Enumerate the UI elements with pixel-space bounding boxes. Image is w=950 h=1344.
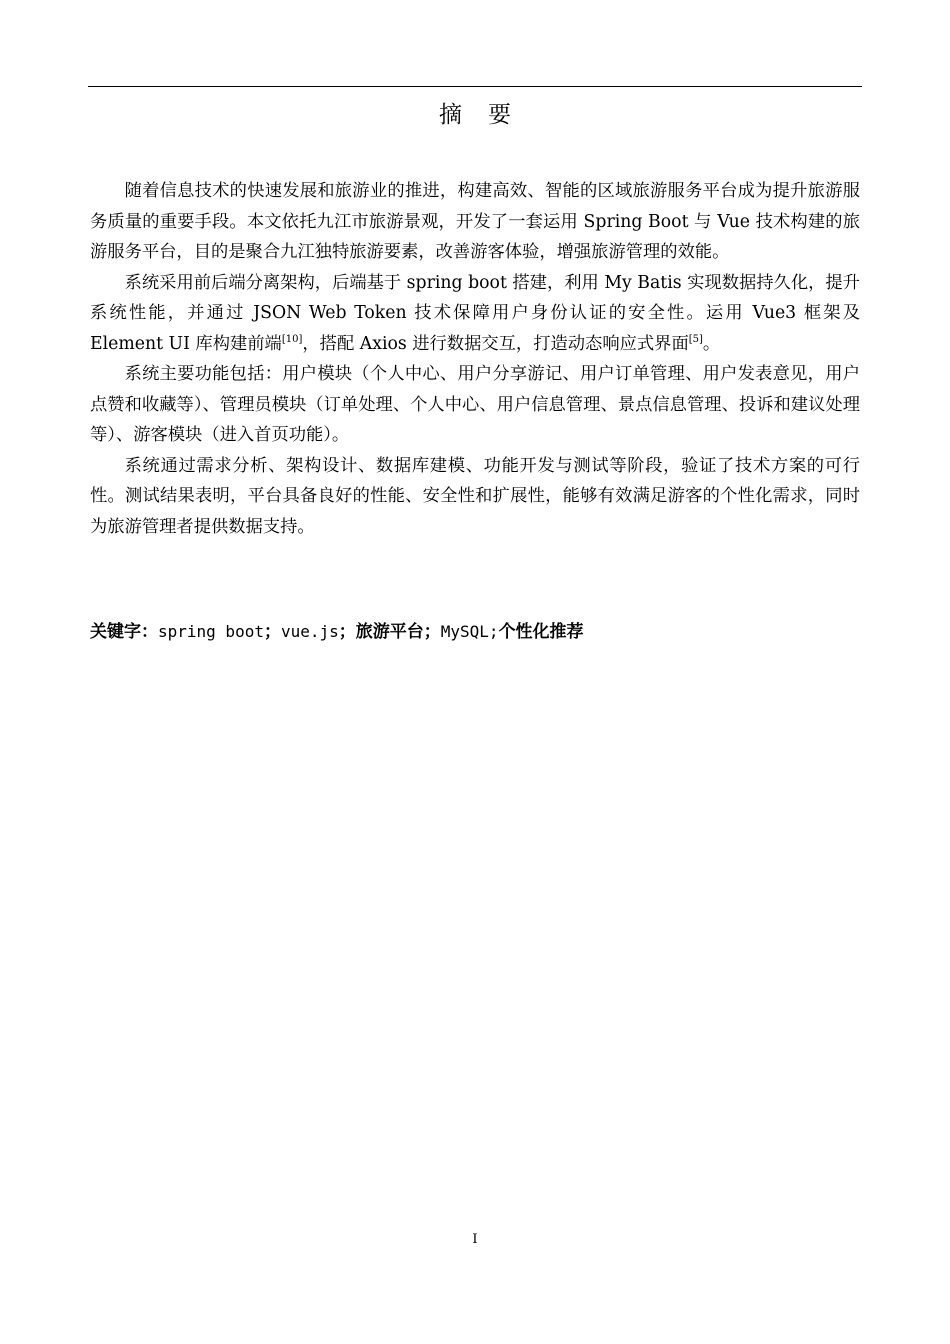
abstract-paragraph-2 [90,268,860,360]
abstract-body [90,176,860,542]
header-rule [88,86,862,87]
keywords-label: 关键字： [90,622,158,642]
keyword-personalized-recommendation: 个性化推荐 [498,622,584,642]
title-char-2: 要 [488,102,511,128]
citation-5: [5] [688,333,703,345]
keyword-travel-platform: 旅游平台 [355,622,424,642]
page-number: I [472,1232,478,1247]
abstract-paragraph-3: 系统主要功能包括：用户模块（个人中心、用户分享游记、用户订单管理、用户发表意见，用户点赞和收藏等）、管理员模块（订单处理、个人中心、用户信息管理、景点信息管理、投诉和建议处理等）、游客模块（进入首页功能）。 [90,364,860,445]
keyword-spring-boot: spring boot [158,622,264,641]
abstract-paragraph-4: 系统通过需求分析、架构设计、数据库建模、功能开发与测试等阶段，验证了技术方案的可行性。测试结果表明，平台具备良好的性能、安全性和扩展性，能够有效满足游客的个性化需求，同时为旅游管理者提供数据支持。 [90,455,860,537]
title-char-1: 摘 [439,102,462,128]
keyword-vue-js: vue.js [280,622,339,641]
page-title [0,100,950,130]
paragraph-2-text-c: 。 [702,333,721,354]
paragraph-2-text-a: 系统采用前后端分离架构，后端基于 spring boot 搭建，利用 My Batis 实现数据持久化，提升系统性能，并通过 JSON Web Token 技术保障用户身份认证的安全性。运用 Vue3 框架及 Element UI 库构建前端 [90,272,860,354]
keyword-separator-1: ； [263,622,281,642]
paragraph-2-text-b: ，搭配 Axios 进行数据交互，打造动态响应式界面 [302,333,689,354]
abstract-paragraph-1: 随着信息技术的快速发展和旅游业的推进，构建高效、智能的区域旅游服务平台成为提升旅游服务质量的重要手段。本文依托九江市旅游景观，开发了一套运用 Spring Boot 与 Vue 技术构建的旅游服务平台，目的是聚合九江独特旅游要素，改善游客体验，增强旅游管理的效能。 [90,181,860,262]
keyword-separator-3: ； [423,622,441,642]
keyword-separator-2: ； [338,622,356,642]
keywords-line [90,618,860,646]
keyword-mysql: MySQL; [440,622,499,641]
citation-10: [10] [281,333,303,345]
